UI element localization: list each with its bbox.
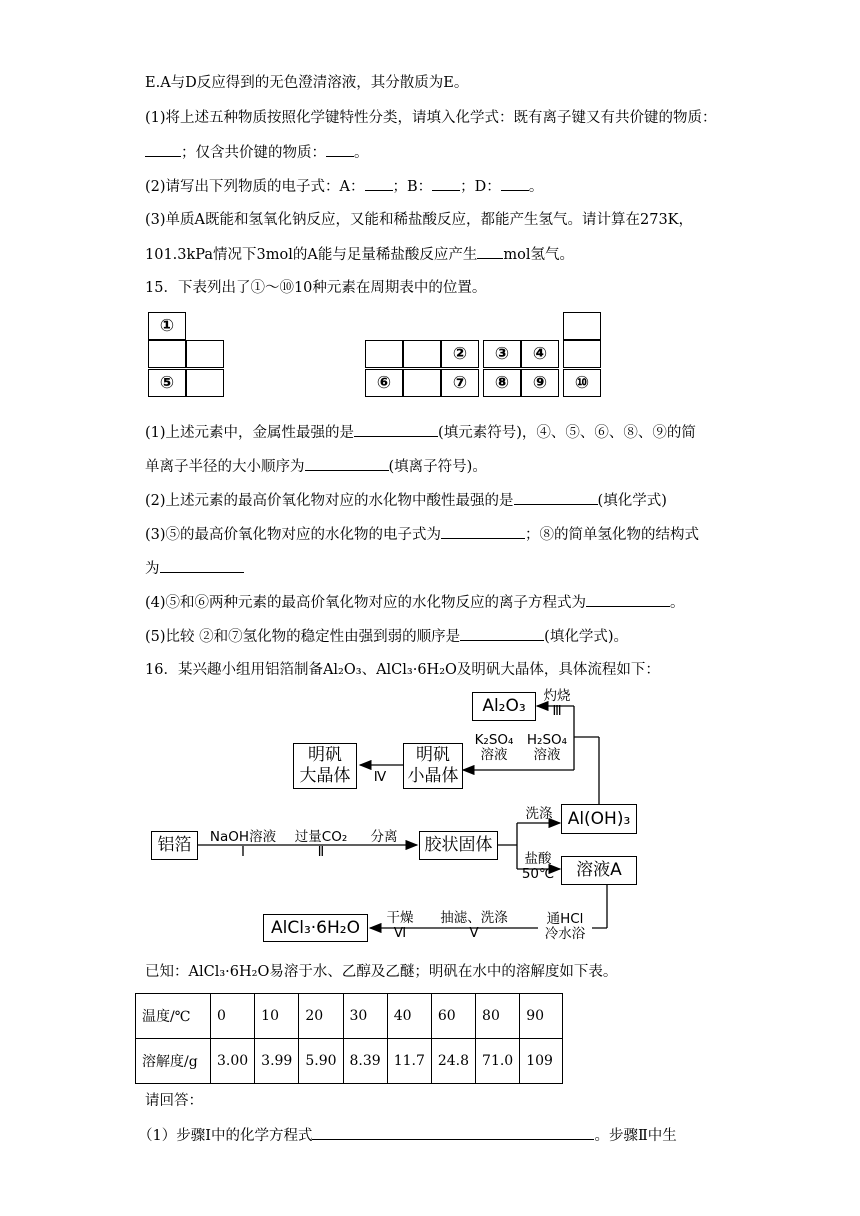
text-line: （1）步骤Ⅰ中的化学方程式 。步骤Ⅱ中生 bbox=[138, 1125, 677, 1146]
pt-cell-10: ⑩ bbox=[563, 369, 601, 397]
label-naoh: NaOH溶液 Ⅰ bbox=[209, 829, 277, 860]
text-line: (3)单质A既能和氢氧化钠反应，又能和稀盐酸反应，都能产生氢气。请计算在273K， bbox=[145, 212, 694, 228]
box-solution-a: 溶液A bbox=[561, 856, 637, 885]
table-cell: 80 bbox=[476, 994, 520, 1039]
pt-cell-6: ⑥ bbox=[365, 369, 403, 397]
text-line: (2)上述元素的最高价氧化物对应的水化物中酸性最强的是 (填化学式) bbox=[145, 490, 667, 511]
label-hcl: 盐酸 50℃ bbox=[521, 851, 555, 882]
pt-cell-9: ⑨ bbox=[521, 369, 559, 397]
pt-cell-5: ⑤ bbox=[148, 369, 186, 397]
pt-cell-7: ⑦ bbox=[441, 369, 479, 397]
box-alcl3-6h2o: AlCl₃·6H₂O bbox=[263, 914, 368, 942]
table-row bbox=[136, 1039, 563, 1084]
solubility-table bbox=[135, 993, 563, 1084]
text-line: (2)请写出下列物质的电子式：A： ；B： ；D： 。 bbox=[145, 176, 543, 197]
pt-cell-1: ① bbox=[148, 312, 186, 340]
text-line: (1)上述元素中，金属性最强的是 (填元素符号)，④、⑤、⑥、⑧、⑨的简 bbox=[145, 422, 696, 443]
label-wash: 洗涤 bbox=[525, 806, 553, 822]
table-cell: 40 bbox=[387, 994, 431, 1039]
text-line: E.A与D反应得到的无色澄清溶液，其分散质为E。 bbox=[145, 75, 469, 91]
label-separate: 分离 bbox=[370, 829, 398, 845]
table-cell: 24.8 bbox=[431, 1039, 475, 1084]
question-15-title: 15．下表列出了①～⑩10种元素在周期表中的位置。 bbox=[145, 280, 487, 296]
box-aloh3: Al(OH)₃ bbox=[561, 804, 637, 834]
label-dry: 干燥 Ⅵ bbox=[386, 910, 414, 941]
text-line: 请回答： bbox=[145, 1093, 203, 1109]
answer-blank[interactable] bbox=[312, 1125, 594, 1140]
table-cell: 0 bbox=[211, 994, 255, 1039]
box-al-foil: 铝箔 bbox=[151, 831, 198, 860]
label-step4: Ⅳ bbox=[373, 769, 387, 785]
label-h2so4: H₂SO₄ 溶液 bbox=[526, 732, 568, 763]
label-co2: 过量CO₂ Ⅱ bbox=[294, 829, 348, 860]
pt-cell-8: ⑧ bbox=[483, 369, 521, 397]
box-alum-big-crystal: 明矾 大晶体 bbox=[293, 743, 357, 789]
text-line: (1)将上述五种物质按照化学键特性分类，请填入化学式：既有离子键又有共价键的物质： bbox=[145, 110, 717, 126]
table-cell: 90 bbox=[520, 994, 563, 1039]
question-16-title: 16．某兴趣小组用铝箔制备Al₂O₃、AlCl₃·6H₂O及明矾大晶体，具体流程如下： bbox=[145, 662, 660, 678]
text-line: (4)⑤和⑥两种元素的最高价氧化物对应的水化物反应的离子方程式为 。 bbox=[145, 592, 685, 613]
pt-cell-2: ② bbox=[441, 340, 479, 368]
text-line: 101.3kPa情况下3mol的A能与足量稀盐酸反应产生 mol氢气。 bbox=[145, 244, 574, 265]
text-line: 单离子半径的大小顺序为 (填离子符号)。 bbox=[145, 456, 487, 477]
label-filter: 抽滤、洗涤 Ⅴ bbox=[440, 910, 508, 941]
table-row bbox=[136, 994, 563, 1039]
table-cell: 3.99 bbox=[255, 1039, 299, 1084]
table-cell: 10 bbox=[255, 994, 299, 1039]
table-cell: 60 bbox=[431, 994, 475, 1039]
box-colloidal-solid: 胶状固体 bbox=[419, 831, 498, 860]
pt-cell-4: ④ bbox=[521, 340, 559, 368]
table-cell: 30 bbox=[343, 994, 387, 1039]
box-alum-small-crystal: 明矾 小晶体 bbox=[403, 743, 463, 789]
label-burn: 灼烧 Ⅲ bbox=[543, 688, 571, 719]
table-cell: 5.90 bbox=[299, 1039, 343, 1084]
table-cell: 温度/℃ bbox=[136, 994, 211, 1039]
table-cell: 20 bbox=[299, 994, 343, 1039]
table-cell: 8.39 bbox=[343, 1039, 387, 1084]
table-cell: 71.0 bbox=[476, 1039, 520, 1084]
table-cell: 11.7 bbox=[387, 1039, 431, 1084]
text-line: 为 bbox=[145, 558, 244, 579]
pt-cell-3: ③ bbox=[483, 340, 521, 368]
table-cell: 109 bbox=[520, 1039, 563, 1084]
table-cell: 3.00 bbox=[211, 1039, 255, 1084]
label-k2so4: K₂SO₄ 溶液 bbox=[474, 732, 514, 763]
text-line: (5)比较 ②和⑦氢化物的稳定性由强到弱的顺序是 (填化学式)。 bbox=[145, 626, 628, 647]
label-hcl-gas: 通HCl 冷水浴 bbox=[538, 912, 592, 942]
text-line: 已知：AlCl₃·6H₂O易溶于水、乙醇及乙醚；明矾在水中的溶解度如下表。 bbox=[145, 964, 618, 980]
text-line: ；仅含共价键的物质： 。 bbox=[145, 142, 369, 163]
table-cell: 溶解度/g bbox=[136, 1039, 211, 1084]
box-al2o3: Al₂O₃ bbox=[472, 692, 536, 721]
text-line: (3)⑤的最高价氧化物对应的水化物的电子式为 ；⑧的简单氢化物的结构式 bbox=[145, 524, 699, 545]
